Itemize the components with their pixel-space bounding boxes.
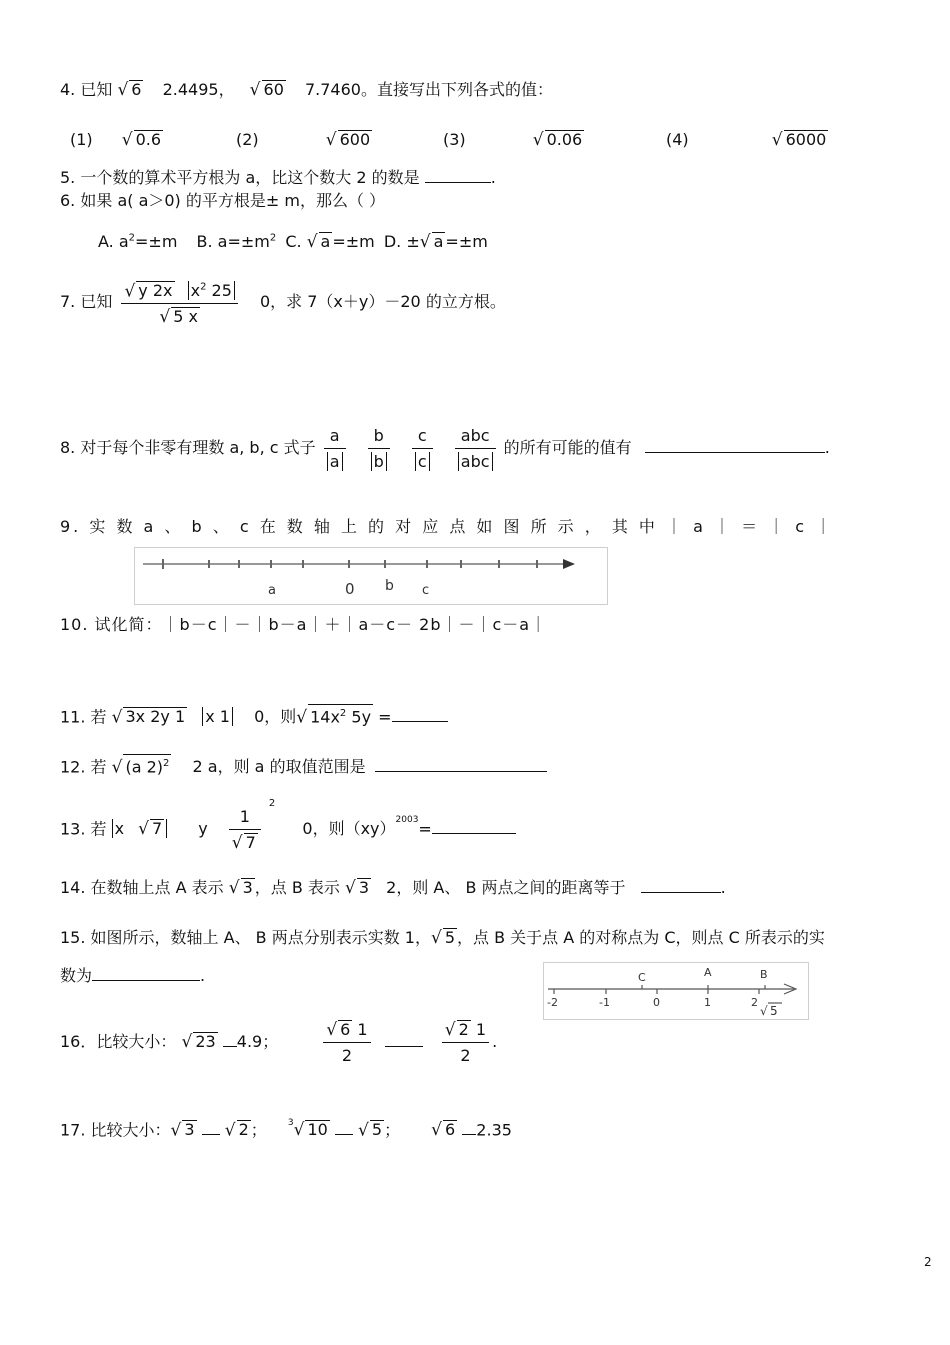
answer-blank[interactable] [462, 1118, 476, 1135]
answer-blank[interactable] [641, 876, 721, 893]
question-8: 8. 对于每个非零有理数 a, b, c 式子 $\frac{a}{a}$ $\frac{b}{b}$ $\frac{c}{c}$ $\frac{\text{abc}}{\text{abc}}$ 的所有可能的值有 . [60, 425, 830, 471]
point-c: C [638, 971, 646, 984]
label-0: 0 [345, 580, 355, 598]
question-15-line-2: 数为 . [60, 966, 206, 985]
question-7: 7. 已知 $\frac{√ y 2x x^2 25}{√ 5 x}$ 0，求 7（x＋y）－20 的立方根。 [60, 276, 506, 328]
label-c: c [422, 583, 430, 598]
question-12: 12. 若 √ (a 2)$^2$ 2 a，则 a 的取值范围是 [60, 754, 547, 777]
question-6: 6. 如果 a( a＞0) 的平方根是± m，那么（ ） [60, 191, 386, 210]
number-line-figure-15 [543, 962, 809, 1020]
q4-item-4: (4) √ 6000 [666, 130, 827, 150]
question-16: 16．比较大小： √ 23 4.9； $\frac{√ 6 1}{2}$ $\frac{√ 2 1}{2}$ . [60, 1019, 498, 1065]
question-15: 15. 如图所示，数轴上 A、 B 两点分别表示实数 1，√ 5 ，点 B 关于点 A 的对称点为 C，则点 C 所表示的实 [60, 928, 825, 948]
question-10: 10. 试化简：｜b－c｜－｜b－a｜＋｜a－c－ 2b｜－｜c－a｜ [60, 615, 548, 634]
q4-item-3: (3) √ 0.06 [443, 130, 583, 150]
question-5: 5. 一个数的算术平方根为 a，比这个数大 2 的数是 . [60, 168, 496, 187]
q13-fraction: $\frac{1}{√ 7}$ [229, 807, 261, 853]
q4-item-2: (2) √ 600 [236, 130, 371, 150]
tick-1: 1 [704, 996, 711, 1009]
q7-fraction: $\frac{√ y 2x x^2 25}{√ 5 x}$ [121, 278, 237, 327]
answer-blank[interactable] [202, 1118, 220, 1135]
label-b: b [385, 578, 394, 594]
q16-fraction-1: $\frac{√ 6 1}{2}$ [323, 1020, 370, 1066]
page-number: 2 [924, 1255, 932, 1269]
option-d[interactable]: D. ±√ a =±m [383, 232, 488, 253]
option-c[interactable]: C. √ a =±m [285, 232, 375, 253]
tick-2: 2 [751, 996, 758, 1009]
point-a: A [704, 966, 712, 979]
question-17: 17. 比较大小：√ 3 √ 2 ； $^3$√ 10 √ 5 ； √ 6 2.35 [60, 1118, 512, 1141]
fraction-c: $\frac{c}{c}$ [412, 426, 433, 472]
number-line-figure-9 [134, 547, 608, 605]
answer-blank[interactable] [375, 755, 547, 772]
question-9: 9. 实 数 a 、 b 、 c 在 数 轴 上 的 对 应 点 如 图 所 示 ， 其 中 ｜ a ｜ ＝ ｜ c ｜ [60, 517, 835, 536]
answer-blank[interactable] [392, 705, 448, 722]
answer-blank[interactable] [645, 436, 825, 453]
tick-minus-2: -2 [547, 996, 558, 1009]
number-line-15 [544, 963, 808, 1019]
option-b[interactable]: B. $a=\pm m^2$ [196, 232, 277, 252]
sqrt-5-radical: √ [760, 1004, 768, 1018]
answer-blank[interactable] [223, 1030, 237, 1047]
tick-0: 0 [653, 996, 660, 1009]
q4-item-1: (1) √ 0.6 [70, 130, 162, 150]
answer-blank[interactable] [92, 964, 200, 981]
answer-blank[interactable] [335, 1118, 353, 1135]
tick-minus-1: -1 [599, 996, 610, 1009]
question-4: 4. 已知 √ 6 2.4495， √ 60 7.7460。直接写出下列各式的值： [60, 80, 553, 100]
fraction-b: $\frac{b}{b}$ [368, 426, 390, 472]
answer-blank[interactable] [432, 817, 516, 834]
sqrt-60: 60 [263, 80, 284, 99]
question-13: 13. 若 x √ 7 y $\frac{1}{√ 7}$ $^2$ 0，则（xy）$^{2003}$= [60, 800, 516, 855]
fraction-abc: $\frac{\text{abc}}{\text{abc}}$ [455, 426, 496, 472]
label-a: a [268, 583, 276, 598]
option-a[interactable]: A. $a^2=\pm m$ [98, 232, 178, 252]
point-b: B [760, 968, 768, 981]
question-11: 11. 若 √ 3x 2y 1 x 1 0，则√ $14x^2$ 5y = [60, 704, 448, 727]
answer-blank[interactable] [385, 1030, 423, 1047]
q6-options [98, 229, 488, 252]
q16-fraction-2: $\frac{√ 2 1}{2}$ [442, 1020, 489, 1066]
sqrt-6: 6 [131, 80, 142, 99]
fraction-a: $\frac{a}{a}$ [324, 426, 346, 472]
question-14: 14. 在数轴上点 A 表示 √ 3 ，点 B 表示 √ 3 2，则 A、 B 两点之间的距离等于 . [60, 878, 726, 898]
sqrt-5-label: 5 [770, 1004, 778, 1018]
answer-blank[interactable] [425, 166, 491, 183]
number-line-9 [135, 548, 607, 604]
